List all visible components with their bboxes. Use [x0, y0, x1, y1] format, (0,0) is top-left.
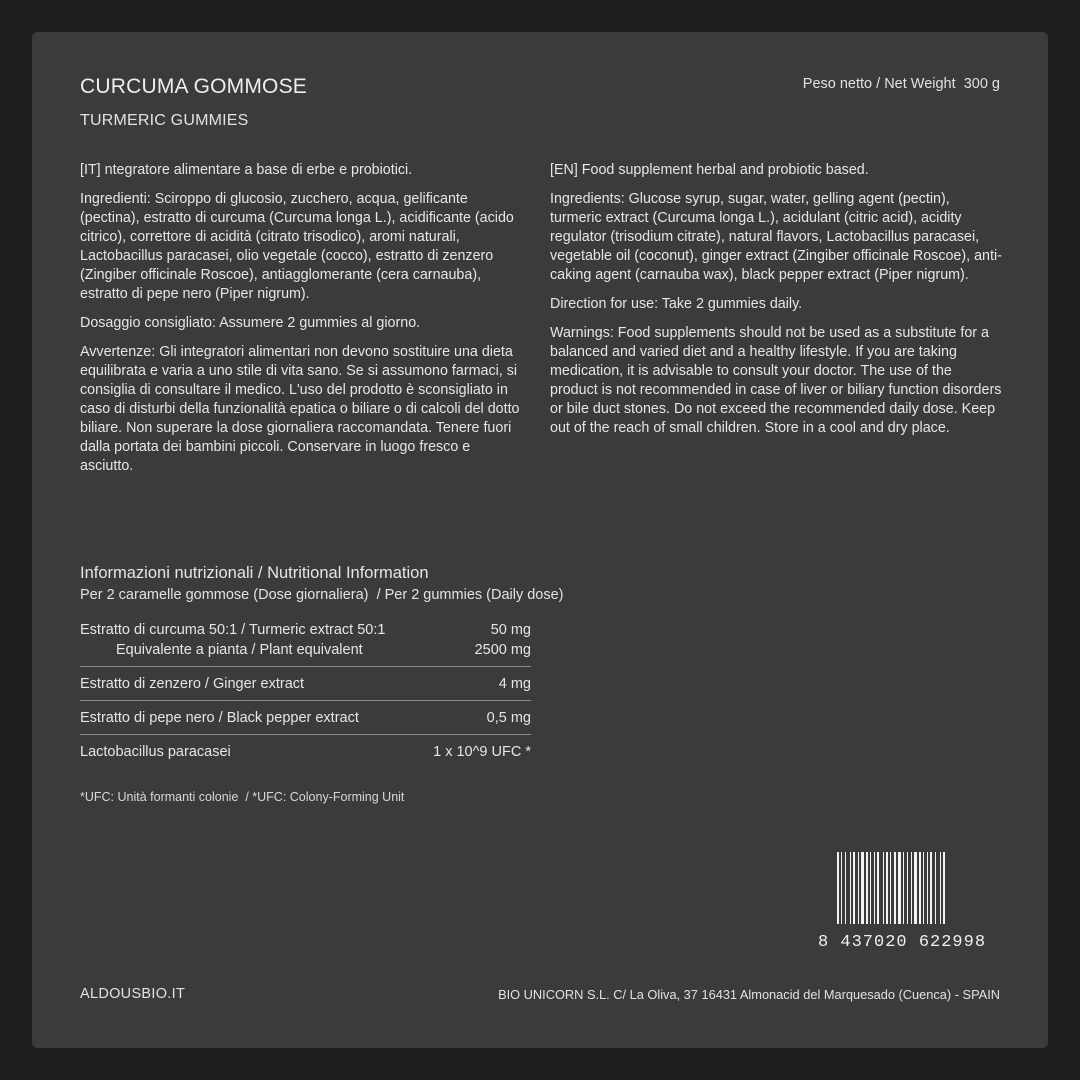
nutrition-row: [80, 708, 531, 728]
barcode-bar: [841, 852, 842, 924]
barcode-number: 8 437020 622998: [818, 933, 987, 952]
barcode-bar: [886, 852, 888, 924]
english-column: [550, 161, 1002, 448]
barcode-bar: [911, 852, 912, 924]
barcode-bar: [943, 852, 945, 924]
nutrition-row: [80, 742, 531, 762]
barcode-bar: [914, 852, 917, 924]
nutrition-row-label: Lactobacillus paracasei: [80, 744, 231, 760]
barcode-bar: [883, 852, 884, 924]
english-intro: [EN] Food supplement herbal and probiotic based.: [550, 162, 869, 178]
barcode: [836, 852, 1002, 936]
barcode-bar: [850, 852, 851, 924]
barcode-bar: [927, 852, 928, 924]
barcode-bar: [874, 852, 875, 924]
english-warnings: Warnings: Food supplements should not be used as a substitute for a balanced and varied diet and a healthy lifestyle. If you are taking medication, it is advisable to consult your doctor. The use of the product is not recommended in case of liver or biliary function disorders or bile duct stones. Do not exceed the recommended daily dose. Keep out of the reach of small children. Store in a cool and dry place.: [550, 325, 1002, 436]
nutrition-row-label: Estratto di curcuma 50:1 / Turmeric extract 50:1: [80, 622, 386, 638]
nutrition-title: Informazioni nutrizionali / Nutritional Information: [80, 564, 429, 582]
barcode-bar: [870, 852, 871, 924]
barcode-bar: [907, 852, 908, 924]
barcode-bar: [853, 852, 855, 924]
nutrition-row: [80, 674, 531, 694]
barcode-bar: [923, 852, 924, 924]
divider: [80, 666, 531, 667]
nutrition-subtitle: Per 2 caramelle gommose (Dose giornaliera) / Per 2 gummies (Daily dose): [80, 587, 564, 603]
website-link[interactable]: ALDOUSBIO.IT: [80, 986, 186, 1002]
barcode-bar: [903, 852, 904, 924]
divider: [80, 734, 531, 735]
product-label-panel: [32, 32, 1048, 1048]
product-title: CURCUMA GOMMOSE: [80, 75, 308, 98]
nutrition-row-value: 2500 mg: [474, 642, 531, 658]
barcode-bar: [919, 852, 921, 924]
barcode-bar: [837, 852, 839, 924]
english-ingredients: Ingredients: Glucose syrup, sugar, water, gelling agent (pectin), turmeric extract (Curcuma longa L.), acidulant (citric acid), acidity regulator (trisodium citrate), natural flavors, Lactobacillus paracasei, vegetable oil (coconut), ginger extract (Zingiber officinale Roscoe), anti-caking agent (carnauba wax), black pepper extract (Piper nigrum).: [550, 191, 1002, 283]
italian-intro: [IT] ntegratore alimentare a base di erbe e probiotici.: [80, 162, 413, 178]
barcode-bar: [845, 852, 846, 924]
barcode-bar: [930, 852, 932, 924]
barcode-bar: [940, 852, 941, 924]
nutrition-table: [80, 620, 531, 762]
italian-warnings: Avvertenze: Gli integratori alimentari non devono sostituire una dieta equilibrata e varia a uno stile di vita sano. Se si assumono farmaci, si consiglia di consultare il medico. L'uso del prodotto è sconsigliato in caso di disturbi della funzionalità epatica o biliare o di calcoli del dotto biliare. Non superare la dose giornaliera raccomandata. Tenere fuori dalla portata dei bambini piccoli. Conservare in luogo fresco e asciutto.: [80, 344, 520, 474]
product-subtitle: TURMERIC GUMMIES: [80, 112, 249, 129]
company-address: BIO UNICORN S.L. C/ La Oliva, 37 16431 Almonacid del Marquesado (Cuenca) - SPAIN: [498, 987, 1000, 1002]
barcode-bar: [890, 852, 891, 924]
barcode-bar: [861, 852, 864, 924]
nutrition-footnote: *UFC: Unità formanti colonie / *UFC: Colony-Forming Unit: [80, 790, 405, 804]
english-dosage: Direction for use: Take 2 gummies daily.: [550, 296, 803, 312]
nutrition-row-label: Equivalente a pianta / Plant equivalent: [116, 642, 363, 658]
net-weight: Peso netto / Net Weight 300 g: [802, 76, 1000, 92]
barcode-bar: [898, 852, 901, 924]
barcode-bar: [894, 852, 896, 924]
barcode-bar: [935, 852, 936, 924]
nutrition-row-value: 0,5 mg: [486, 710, 531, 726]
divider: [80, 700, 531, 701]
nutrition-row-value: 1 x 10^9 UFC *: [433, 744, 531, 760]
italian-column: [80, 161, 520, 486]
italian-ingredients: Ingredienti: Sciroppo di glucosio, zucchero, acqua, gelificante (pectina), estratto di curcuma (Curcuma longa L.), acidificante (acido citrico), correttore di acidità (citrato trisodico), aromi naturali, Lactobacillus paracasei, olio vegetale (cocco), estratto di zenzero (Zingiber officinale Roscoe), antiagglomerante (cera carnauba), estratto di pepe nero (Piper nigrum).: [80, 191, 514, 302]
nutrition-row-label: Estratto di pepe nero / Black pepper extract: [80, 710, 359, 726]
nutrition-row: [80, 620, 531, 640]
nutrition-row-value: 50 mg: [490, 622, 531, 638]
nutrition-row-label: Estratto di zenzero / Ginger extract: [80, 676, 305, 692]
barcode-bar: [877, 852, 879, 924]
nutrition-row: [80, 640, 531, 660]
barcode-bar: [866, 852, 868, 924]
italian-dosage: Dosaggio consigliato: Assumere 2 gummies al giorno.: [80, 315, 421, 331]
barcode-bar: [858, 852, 859, 924]
nutrition-row-value: 4 mg: [498, 676, 531, 692]
